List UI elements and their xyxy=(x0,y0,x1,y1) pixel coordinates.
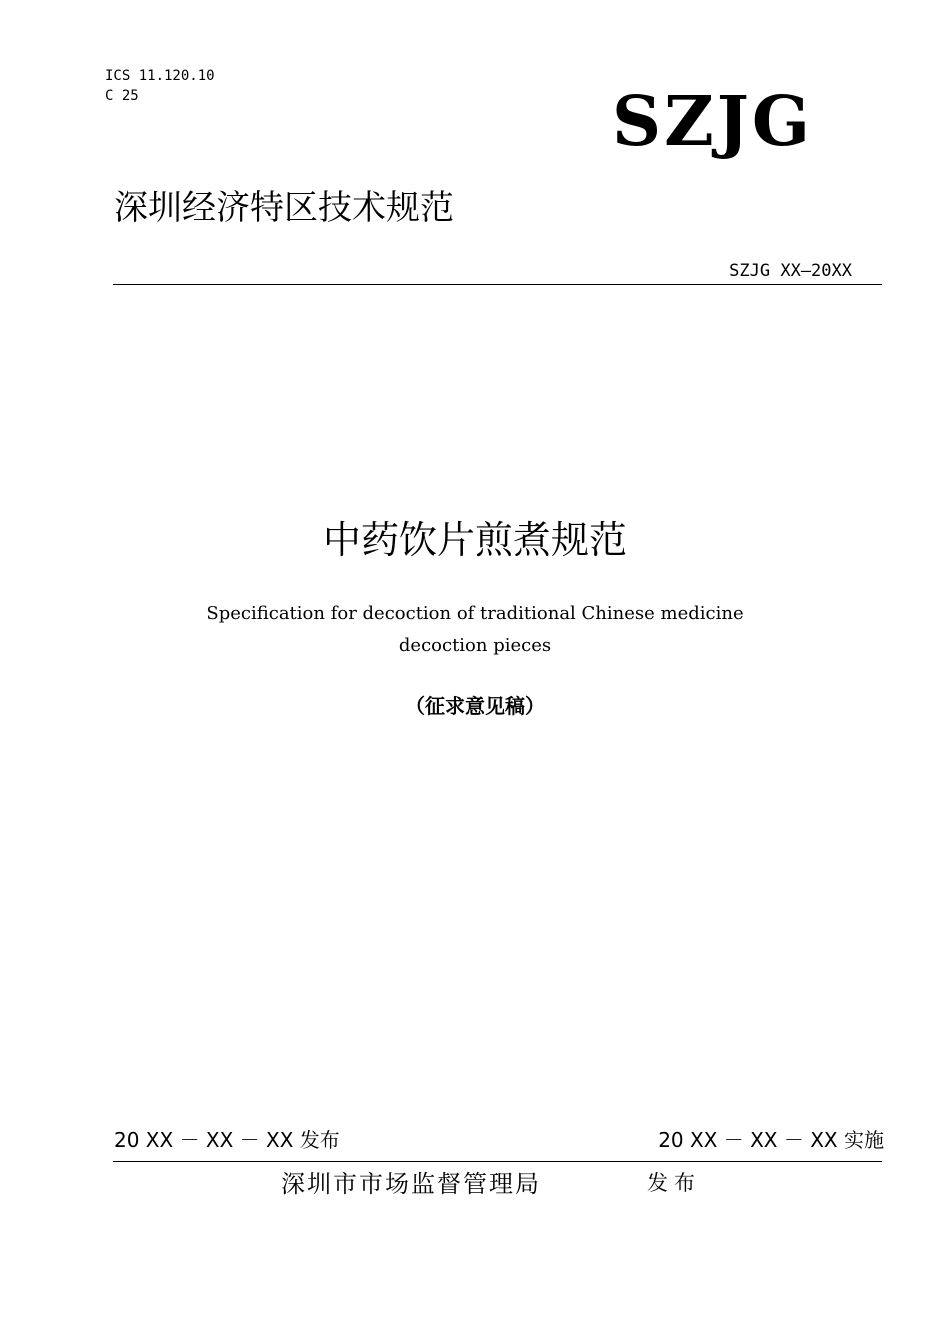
draft-status: （征求意见稿） xyxy=(405,694,545,718)
document-title-english xyxy=(0,598,950,662)
issue-label: 发布 xyxy=(647,1171,701,1195)
document-title: 中药饮片煎煮规范 xyxy=(322,518,627,562)
standard-number: SZJG XX—20XX xyxy=(729,261,852,281)
footer-divider xyxy=(113,1161,882,1162)
standard-series-title: 深圳经济特区技术规范 xyxy=(114,188,454,228)
szjg-logo: SZJG xyxy=(612,82,813,162)
english-title-line-1: Specification for decoction of traditional Chinese medicine xyxy=(206,603,744,624)
header-divider xyxy=(113,284,882,285)
classification-code: C 25 xyxy=(105,88,139,104)
english-title-line-2: decoction pieces xyxy=(398,635,552,656)
implementation-date: 20 XX － XX － XX 实施 xyxy=(658,1128,884,1152)
issue-date: 20 XX － XX － XX 发布 xyxy=(114,1128,340,1152)
ics-code: ICS 11.120.10 xyxy=(105,68,215,84)
issuing-authority: 深圳市市场监督管理局 xyxy=(281,1170,541,1198)
